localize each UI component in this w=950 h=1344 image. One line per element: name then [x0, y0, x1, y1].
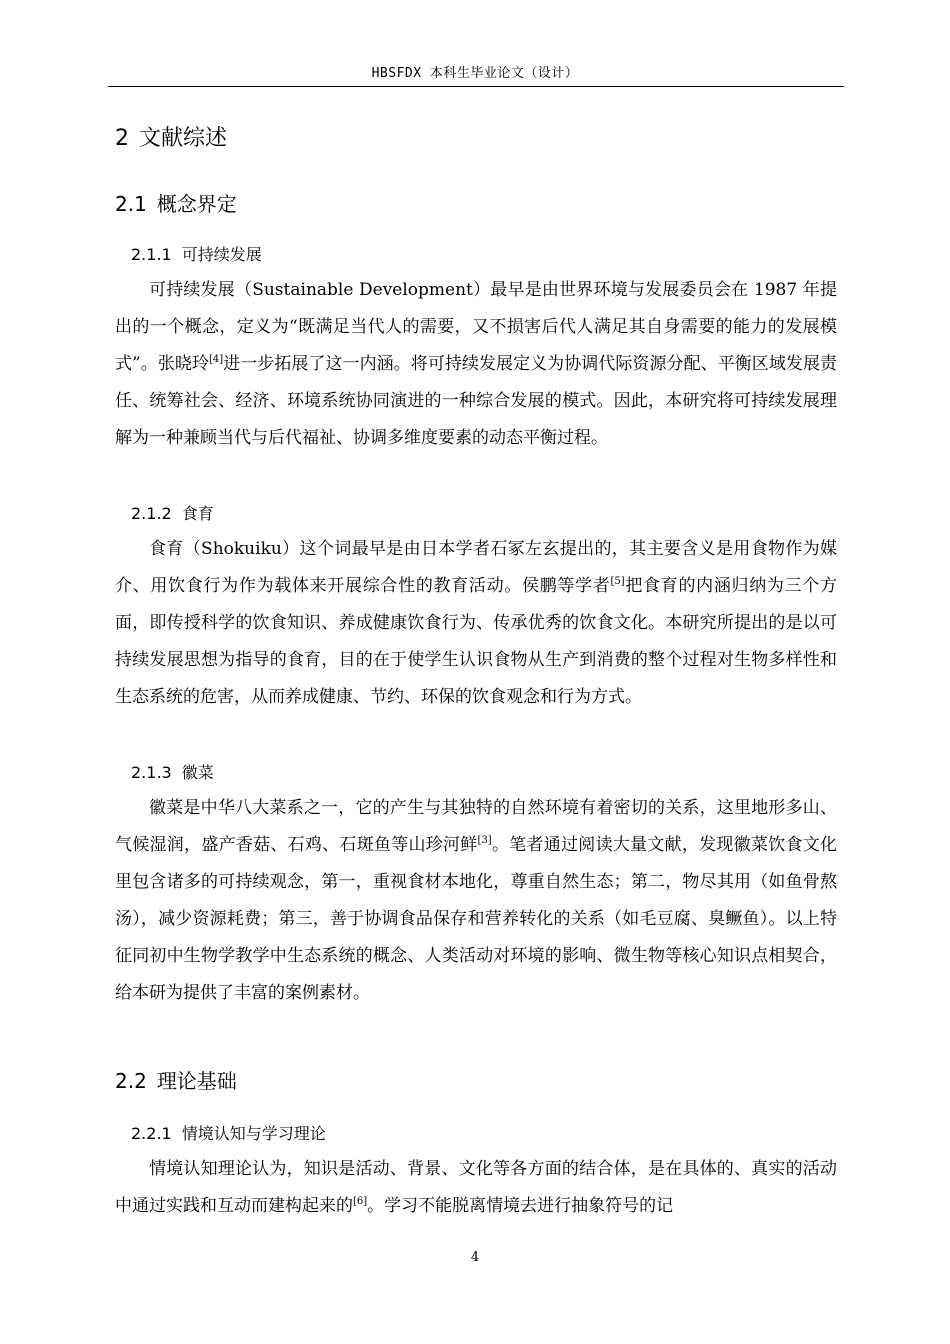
chapter-title: 文献综述 [139, 126, 228, 151]
section-title: 概念界定 [156, 192, 237, 216]
paragraph-situated-cognition [115, 1151, 837, 1225]
subsection-heading-2-1-3 [131, 761, 214, 785]
subsection-number: 2.1.1 [131, 245, 172, 264]
subsection-title: 可持续发展 [181, 245, 262, 264]
paragraph-text: 情境认知理论认为，知识是活动、背景、文化等各方面的结合体，是在具体的、真实的活动中通过实践和互动而建构起来的 [115, 1159, 837, 1216]
subsection-title: 情境认知与学习理论 [181, 1124, 326, 1143]
subsection-heading-2-1-1 [131, 243, 262, 267]
section-number: 2.2 [115, 1069, 147, 1093]
paragraph-text: 可持续发展（Sustainable Development）最早是由世界环境与发展委员会在 1987 年提出的一个概念，定义为“既满足当代人的需要，又不损害后代人满足其自身需要的能力的发展模式”。张晓玲 [115, 280, 837, 374]
paragraph-sustainable-development [115, 272, 837, 457]
subsection-heading-2-2-1 [131, 1122, 326, 1146]
paragraph-text: 徽菜是中华八大菜系之一，它的产生与其独特的自然环境有着密切的关系，这里地形多山、气候湿润，盛产香菇、石鸡、石斑鱼等山珍河鲜 [115, 798, 837, 855]
subsection-title: 徽菜 [181, 763, 214, 782]
subsection-number: 2.1.3 [131, 763, 172, 782]
paragraph-food-education [115, 531, 837, 716]
subsection-number: 2.2.1 [131, 1124, 172, 1143]
chapter-number: 2 [115, 126, 129, 151]
citation: [3] [477, 835, 492, 846]
section-number: 2.1 [115, 192, 147, 216]
chapter-heading [115, 124, 227, 154]
section-heading-2-1 [115, 190, 237, 218]
citation: [5] [610, 576, 625, 587]
running-header: HBSFDX 本科生毕业论文（设计） [371, 66, 579, 81]
paragraph-text: 进一步拓展了这一内涵。将可持续发展定义为协调代际资源分配、平衡区域发展责任、统筹社会、经济、环境系统协同演进的一种综合发展的模式。因此，本研究将可持续发展理解为一种兼顾当代与后代福祉、协调多维度要素的动态平衡过程。 [115, 354, 837, 448]
subsection-number: 2.1.2 [131, 504, 172, 523]
paragraph-text: 食育（Shokuiku）这个词最早是由日本学者石冢左玄提出的，其主要含义是用食物作为媒介、用饮食行为作为载体来开展综合性的教育活动。侯鹏等学者 [115, 539, 837, 596]
header-rule [108, 86, 844, 87]
section-title: 理论基础 [156, 1069, 237, 1093]
paragraph-text: 把食育的内涵归纳为三个方面，即传授科学的饮食知识、养成健康饮食行为、传承优秀的饮食文化。本研究所提出的是以可持续发展思想为指导的食育，目的在于使学生认识食物从生产到消费的整个过程对生物多样性和生态系统的危害，从而养成健康、节约、环保的饮食观念和行为方式。 [115, 576, 838, 707]
subsection-heading-2-1-2 [131, 502, 214, 526]
citation: [6] [353, 1196, 368, 1207]
paragraph-text: 。学习不能脱离情境去进行抽象符号的记 [367, 1196, 674, 1216]
section-heading-2-2 [115, 1067, 237, 1095]
page-number: 4 [470, 1250, 480, 1265]
paragraph-text: 。笔者通过阅读大量文献，发现徽菜饮食文化里包含诸多的可持续观念，第一，重视食材本地化，尊重自然生态；第二，物尽其用（如鱼骨熬汤），减少资源耗费；第三，善于协调食品保存和营养转化的关系（如毛豆腐、臭鳜鱼）。以上特征同初中生物学教学中生态系统的概念、人类活动对环境的影响、微生物等核心知识点相契合，给本研为提供了丰富的案例素材。 [115, 835, 837, 1003]
subsection-title: 食育 [181, 504, 214, 523]
citation: [4] [209, 354, 224, 365]
paragraph-hui-cuisine [115, 790, 837, 1012]
